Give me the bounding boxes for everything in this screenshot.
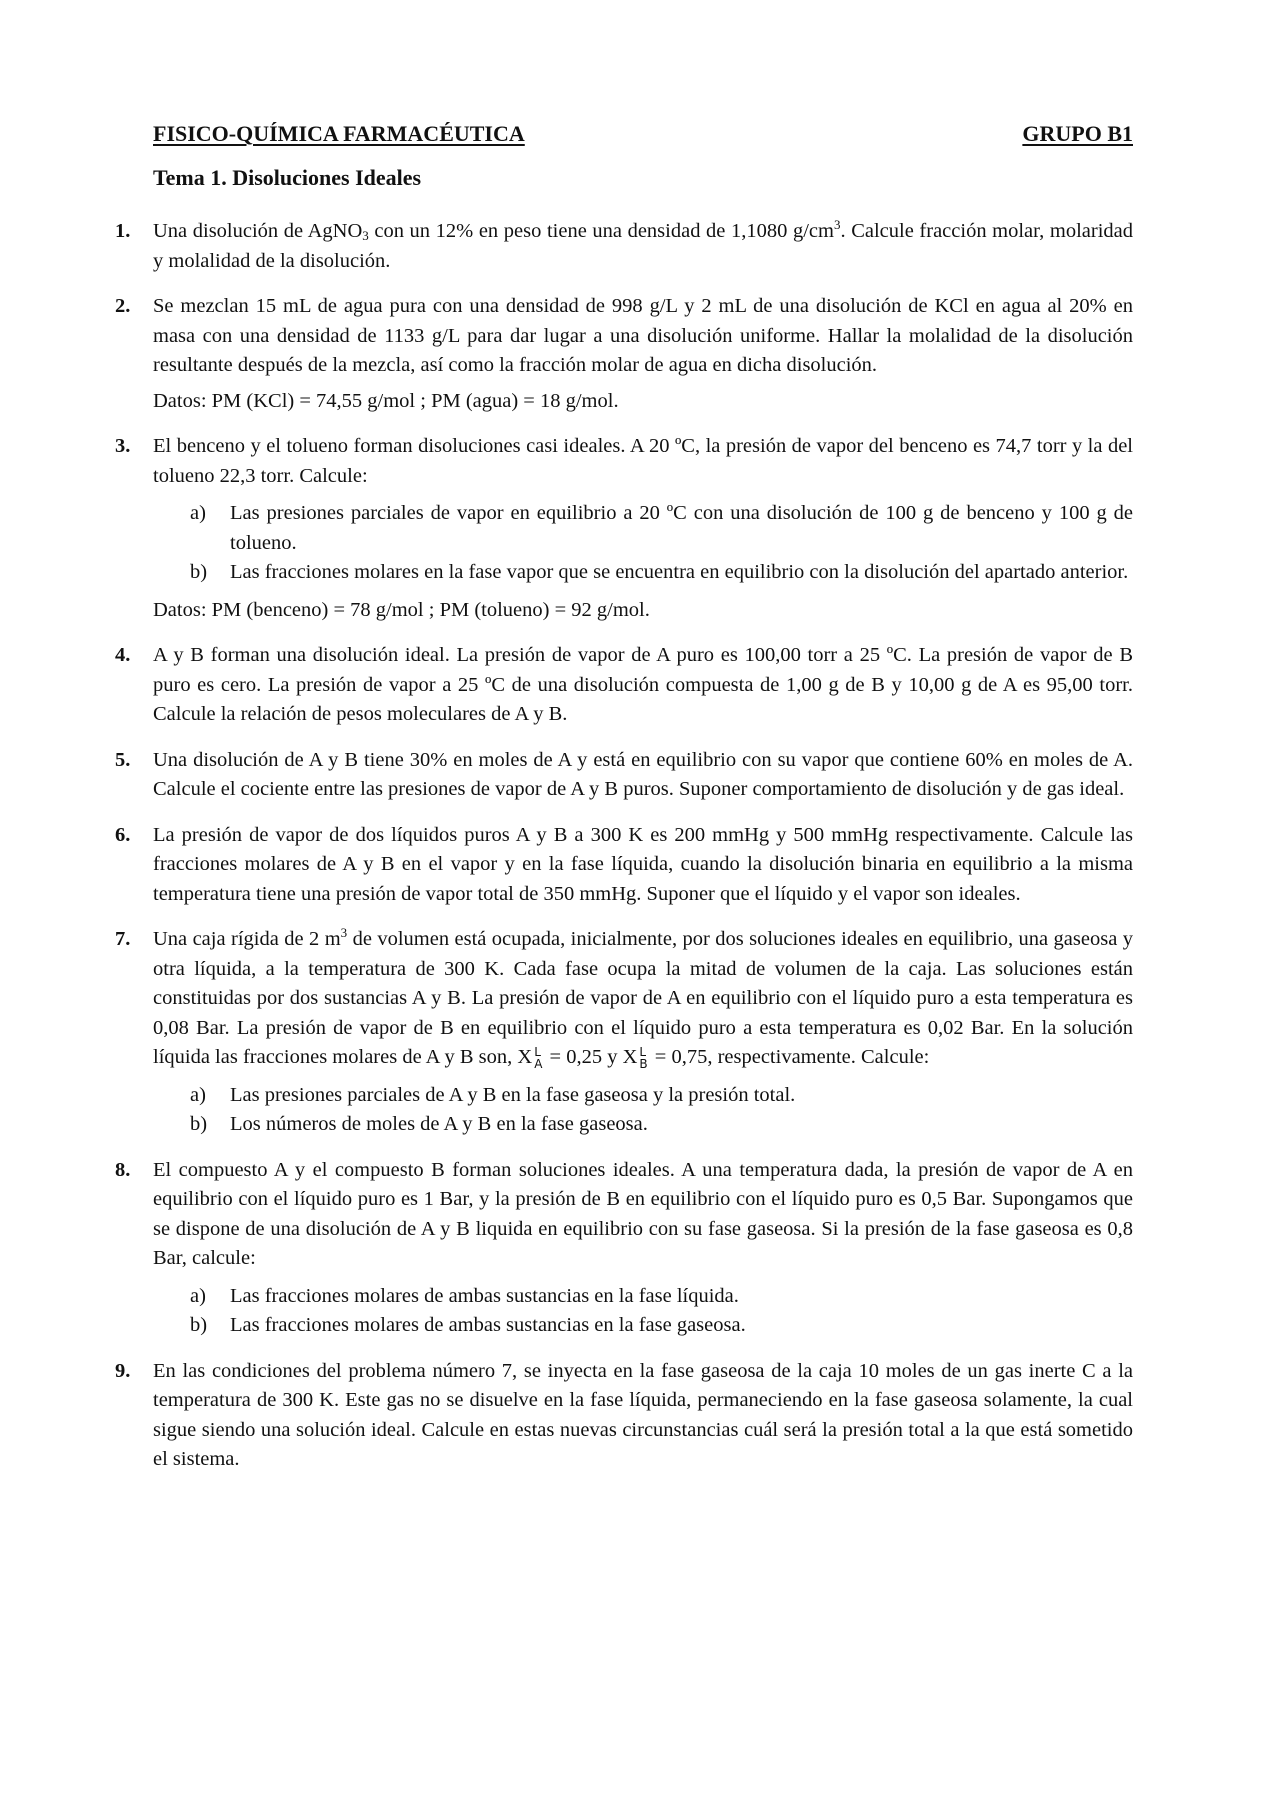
document-header xyxy=(153,119,1133,149)
sub-question-text: Las fracciones molares en la fase vapor que se encuentra en equilibrio con la disolución del apartado anterior. xyxy=(230,561,1129,583)
sub-question-text: Las presiones parciales de vapor en equilibrio a 20 ºC con una disolución de 100 g de benceno y 100 g de tolueno. xyxy=(230,502,1133,554)
sub-question-label: a) xyxy=(190,1083,206,1106)
problem-text: El compuesto A y el compuesto B forman soluciones ideales. A una temperatura dada, la presión de vapor de A en equilibrio con el líquido puro es 1 Bar, y la presión de B en equilibrio con el líquido puro es 0,5 Bar. Supongamos que se dispone de una disolución de A y B liquida en equilibrio con su fase gaseosa. Si la presión de la fase gaseosa es 0,8 Bar, calcule: xyxy=(153,1158,1133,1269)
problem-number: 6. xyxy=(115,823,131,846)
mole-fraction-xb: X L B xyxy=(622,1044,648,1071)
problem-text: La presión de vapor de dos líquidos puros A y B a 300 K es 200 mmHg y 500 mmHg respectivamente. Calcule las fracciones molares de A y B en el vapor y en la fase líquida, cuando la disolución binaria en equilibrio a la misma temperatura tiene una presión de vapor total de 350 mmHg. Suponer que el líquido y el vapor son ideales. xyxy=(153,823,1133,905)
sub-question xyxy=(190,499,1133,558)
sub-question xyxy=(190,558,1133,588)
problem-5 xyxy=(115,746,1133,805)
sub-question-label: b) xyxy=(190,1113,208,1135)
problem-number: 9. xyxy=(115,1359,131,1382)
problem-2 xyxy=(115,292,1133,416)
course-title: FISICO-QUÍMICA FARMACÉUTICA xyxy=(153,121,525,146)
problem-text: En las condiciones del problema número 7, se inyecta en la fase gaseosa de la caja 10 moles de un gas inerte C a la temperatura de 300 K. Este gas no se disuelve en la fase líquida, permaneciendo en la fase gaseosa solamente, la cual sigue siendo una solución ideal. Calcule en estas nuevas circunstancias cuál será la presión total a la que está sometido el sistema. xyxy=(153,1359,1133,1470)
sub-question xyxy=(190,1311,1133,1341)
sub-question-label: a) xyxy=(190,502,206,524)
sub-question-list xyxy=(153,1081,1133,1140)
topic-title: Tema 1. Disoluciones Ideales xyxy=(153,165,422,190)
problem-text: Una disolución de AgNO$_3$ con un 12% en peso tiene una densidad de 1,1080 $g/cm^3$. Calcule fracción molar, molaridad y molalidad de la disolución. xyxy=(153,217,1133,272)
problem-data: Datos: PM (KCl) = 74,55 g/mol ; PM (agua) = 18 g/mol. xyxy=(153,389,619,412)
problem-9 xyxy=(115,1357,1133,1475)
problem-number: 5. xyxy=(115,748,131,771)
sub-question-list xyxy=(153,499,1133,588)
problem-text: El benceno y el tolueno forman disoluciones casi ideales. A 20 ºC, la presión de vapor del benceno es 74,7 torr y la del tolueno 22,3 torr. Calcule: xyxy=(153,435,1133,487)
problem-1 xyxy=(115,217,1133,276)
problem-number: 2. xyxy=(115,295,131,317)
problem-text: Se mezclan 15 mL de agua pura con una densidad de 998 g/L y 2 mL de una disolución de KCl en agua al 20% en masa con una densidad de 1133 g/L para dar lugar a una disolución uniforme. Hallar la molalidad de la disolución resultante después de la mezcla, así como la fracción molar de agua en dicha disolución. xyxy=(153,295,1133,376)
sub-question-text: Las fracciones molares de ambas sustancias en la fase líquida. xyxy=(230,1284,739,1307)
sub-question-text: Los números de moles de A y B en la fase gaseosa. xyxy=(230,1113,648,1135)
sub-question xyxy=(190,1110,1133,1140)
problem-number: 3. xyxy=(115,435,131,457)
sub-question-label: a) xyxy=(190,1284,206,1307)
sub-question-label: b) xyxy=(190,561,208,583)
sub-question-text: Las fracciones molares de ambas sustancias en la fase gaseosa. xyxy=(230,1314,746,1336)
problem-7 xyxy=(115,925,1133,1140)
problem-4 xyxy=(115,641,1133,730)
sub-question-list xyxy=(153,1282,1133,1341)
problem-6 xyxy=(115,821,1133,910)
mole-fraction-xa: X L A xyxy=(517,1044,543,1071)
problem-number: 4. xyxy=(115,644,131,666)
problem-number: 1. xyxy=(115,220,131,242)
problem-number: 7. xyxy=(115,928,131,950)
problem-3 xyxy=(115,432,1133,625)
problem-data: Datos: PM (benceno) = 78 g/mol ; PM (tolueno) = 92 g/mol. xyxy=(153,598,650,621)
problem-list xyxy=(115,217,1133,1475)
group-label: GRUPO B1 xyxy=(1022,121,1133,146)
sub-question xyxy=(190,1282,1133,1312)
sub-question-text: Las presiones parciales de A y B en la fase gaseosa y la presión total. xyxy=(230,1083,796,1106)
problem-number: 8. xyxy=(115,1158,131,1181)
problem-text: Una caja rígida de 2 $m^3$ de volumen está ocupada, inicialmente, por dos soluciones ideales en equilibrio, una gaseosa y otra líquida, a la temperatura de 300 K. Cada fase ocupa la mitad de volumen de la caja. Las soluciones están constituidas por dos sustancias A y B. La presión de vapor de A en equilibrio con el líquido puro a esta temperatura es 0,08 Bar. La presión de vapor de B en equilibrio con el líquido puro a esta temperatura es 0,02 Bar. En la solución líquida las fracciones molares de A y B son, X L A = 0,25 y X L B = 0,75, respectivamente. Calcule: xyxy=(153,925,1133,1071)
sub-question xyxy=(190,1081,1133,1111)
problem-text: Una disolución de A y B tiene 30% en moles de A y está en equilibrio con su vapor que contiene 60% en moles de A. Calcule el cociente entre las presiones de vapor de A y B puros. Suponer comportamiento de disolución y de gas ideal. xyxy=(153,748,1133,800)
sub-question-label: b) xyxy=(190,1314,208,1336)
problem-text: A y B forman una disolución ideal. La presión de vapor de A puro es 100,00 torr a 25 ºC. La presión de vapor de B puro es cero. La presión de vapor a 25 ºC de una disolución compuesta de 1,00 g de B y 10,00 g de A es 95,00 torr. Calcule la relación de pesos moleculares de A y B. xyxy=(153,644,1133,725)
problem-8 xyxy=(115,1156,1133,1341)
